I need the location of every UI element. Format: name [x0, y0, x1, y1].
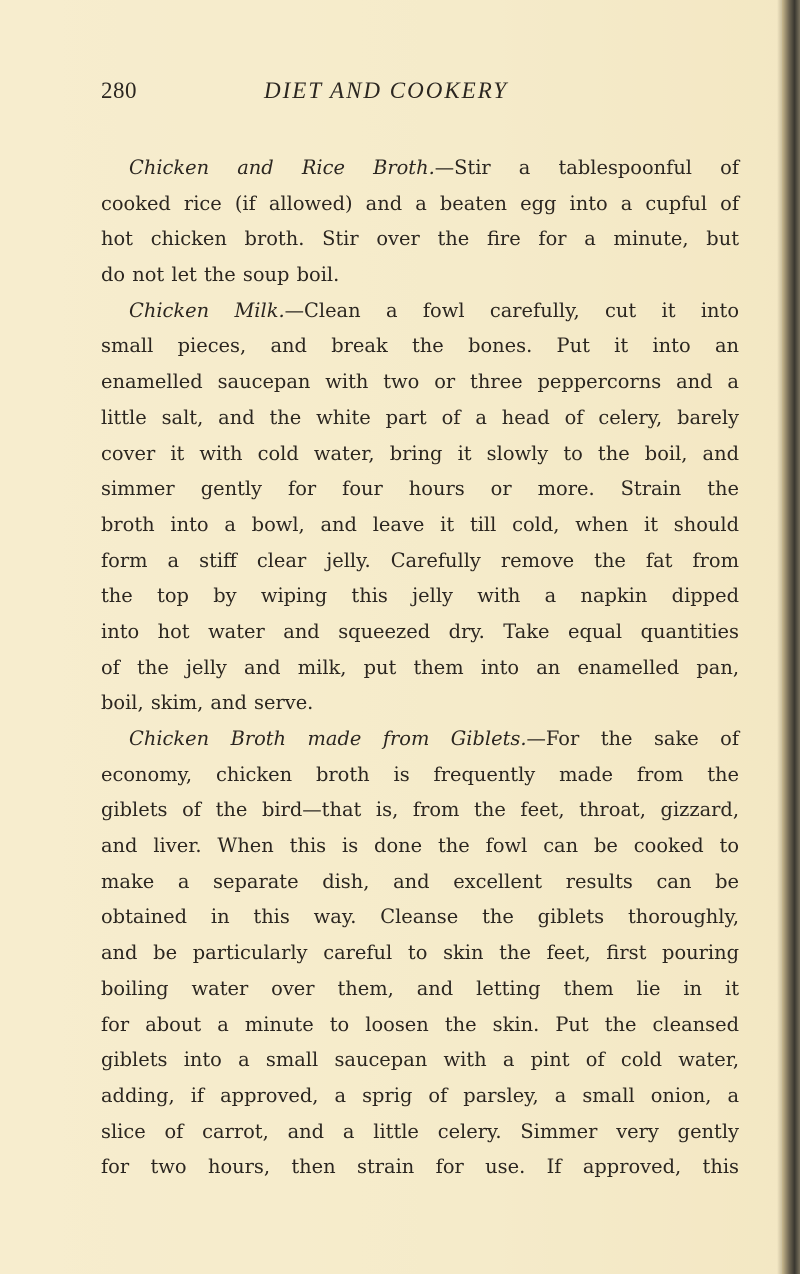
text-line: into hot water and squeezed dry. Take equal quantities — [101, 619, 739, 643]
page-header — [101, 78, 741, 118]
text-line: for about a minute to loosen the skin. Put the cleansed — [101, 1012, 739, 1036]
text-line: giblets of the bird—that is, from the feet, throat, gizzard, — [101, 798, 739, 822]
text-line: and be particularly careful to skin the feet, first pouring — [101, 941, 739, 965]
text-line: obtained in this way. Cleanse the giblets thoroughly, — [101, 905, 739, 929]
text-line: make a separate dish, and excellent results can be — [101, 869, 739, 893]
running-head: DIET AND COOKERY — [264, 78, 509, 103]
body-text — [101, 150, 739, 1185]
recipe-heading: Chicken Milk. — [129, 298, 285, 322]
text-line: cooked rice (if allowed) and a beaten egg into a cupful of — [101, 191, 739, 215]
page-number: 280 — [101, 78, 137, 103]
text-line: enamelled saucepan with two or three peppercorns and a — [101, 370, 739, 394]
text-line — [101, 721, 739, 757]
text-span: —Stir a tablespoonful of — [434, 156, 739, 179]
text-line — [101, 293, 739, 329]
text-line: for two hours, then strain for use. If approved, this — [101, 1155, 739, 1179]
text-line: cover it with cold water, bring it slowly to the boil, and — [101, 441, 739, 465]
text-span: —For the sake of — [526, 727, 740, 750]
text-line: giblets into a small saucepan with a pint of cold water, — [101, 1048, 739, 1072]
text-line: slice of carrot, and a little celery. Simmer very gently — [101, 1119, 739, 1143]
book-binding-edge — [782, 0, 800, 1274]
text-line: small pieces, and break the bones. Put it into an — [101, 334, 739, 358]
text-span: —Clean a fowl carefully, cut it into — [284, 298, 740, 322]
text-line: do not let the soup boil. — [101, 263, 340, 287]
text-line: of the jelly and milk, put them into an enamelled pan, — [101, 655, 739, 679]
text-line: boil, skim, and serve. — [101, 691, 314, 715]
text-line: boiling water over them, and letting them lie in it — [101, 976, 739, 1000]
text-line: little salt, and the white part of a head of celery, barely — [101, 405, 739, 429]
recipe-heading: Chicken Broth made from Giblets. — [129, 727, 527, 750]
text-line — [101, 150, 739, 186]
text-line: form a stiff clear jelly. Carefully remove the fat from — [101, 548, 739, 572]
text-line: broth into a bowl, and leave it till cold, when it should — [101, 512, 739, 536]
recipe-heading: Chicken and Rice Broth. — [129, 156, 435, 179]
text-line: adding, if approved, a sprig of parsley, a small onion, a — [101, 1083, 739, 1107]
text-line: and liver. When this is done the fowl can be cooked to — [101, 834, 739, 858]
text-line: hot chicken broth. Stir over the fire for a minute, but — [101, 227, 739, 251]
text-line: simmer gently for four hours or more. Strain the — [101, 477, 739, 501]
text-line: the top by wiping this jelly with a napkin dipped — [101, 584, 739, 608]
text-line: economy, chicken broth is frequently made from the — [101, 762, 739, 786]
